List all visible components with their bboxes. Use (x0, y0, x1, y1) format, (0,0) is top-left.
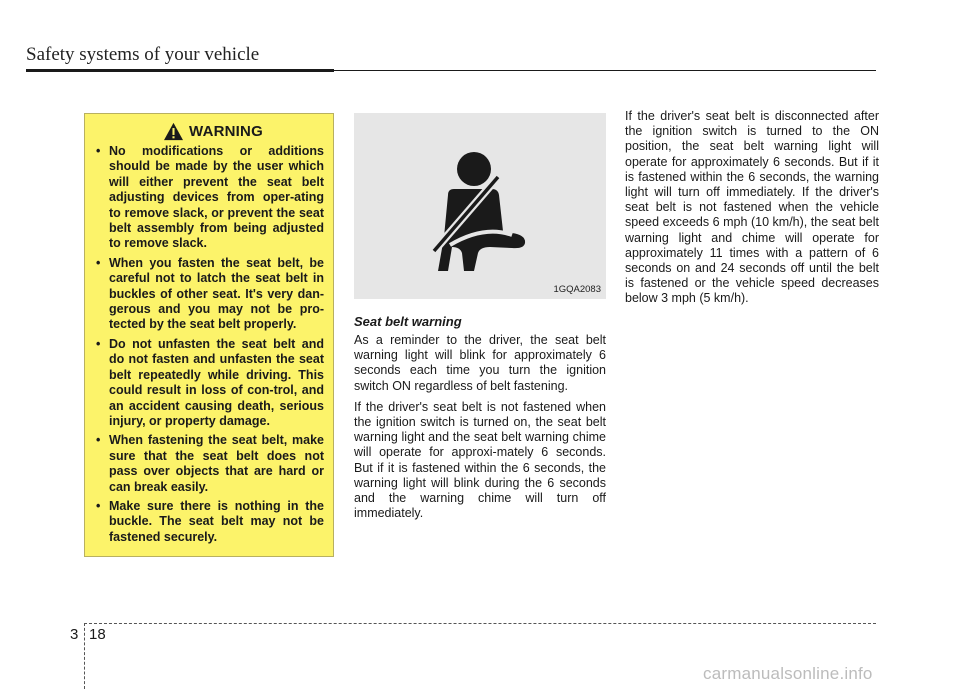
footer-page-number: 18 (89, 626, 106, 643)
header-rule-thin (334, 70, 876, 71)
figure-code: 1GQA2083 (553, 284, 601, 295)
seat-belt-warning-section (354, 314, 606, 527)
footer-divider (84, 623, 85, 689)
warning-item: • When fastening the seat belt, make sure that the seat belt does not pass over objects that are hard or can break easily. (94, 433, 324, 495)
watermark: carmanualsonline.info (703, 664, 873, 683)
seat-belt-figure (354, 113, 606, 299)
section-paragraph: If the driver's seat belt is not fastened when the ignition switch is turned on, the seat belt warning light and the seat belt warning chime will operate for approxi-mately 6 seconds. But if it is fastened within the 6 seconds, the warning light will blink during the 6 seconds and the warning chime will turn off immediately. (354, 399, 606, 521)
warning-header (102, 122, 324, 141)
warning-item: • When you fasten the seat belt, be careful not to latch the seat belt in buckles of other seat. It's very dan-gerous and you may not be pro-tected by the seat belt properly. (94, 256, 324, 333)
warning-box (84, 113, 334, 557)
warning-list (94, 144, 324, 545)
warning-triangle-icon (163, 122, 184, 141)
right-column (625, 109, 879, 313)
seat-belt-person-icon (354, 113, 606, 299)
right-paragraph: If the driver's seat belt is disconnected after the ignition switch is turned to the ON position, the seat belt warning light will operate for approximately 6 seconds. But if it is fastened within the 6 seconds, the warning light will turn off immediately. If the driver's seat belt is not fastened when the vehicle speed exceeds 6 mph (10 km/h), the seat belt warning light and chime will operate for approximately 11 times with a pattern of 6 seconds on and 24 seconds off until the belt is fastened or the vehicle speed decreases below 3 mph (5 km/h). (625, 109, 879, 306)
warning-item: • Do not unfasten the seat belt and do not fasten and unfasten the seat belt repeatedly while driving. This could result in loss of con-trol, and an accident causing death, serious injury, or property damage. (94, 337, 324, 429)
footer-chapter-number: 3 (70, 626, 79, 643)
footer-rule (84, 623, 876, 624)
warning-title: WARNING (189, 123, 263, 140)
warning-item: • Make sure there is nothing in the buckle. The seat belt may not be fastened securely. (94, 499, 324, 545)
warning-item: • No modifications or additions should be made by the user which will either prevent the seat belt adjusting devices from oper-ating to remove slack, or prevent the seat belt assembly from being adjusted to remove slack. (94, 144, 324, 252)
section-paragraph: As a reminder to the driver, the seat belt warning light will blink for approximately 6 seconds each time you turn the ignition switch ON regardless of belt fastening. (354, 333, 606, 393)
page-header-title: Safety systems of your vehicle (26, 44, 260, 65)
section-heading: Seat belt warning (354, 314, 462, 329)
header-rule-thick (26, 69, 334, 72)
